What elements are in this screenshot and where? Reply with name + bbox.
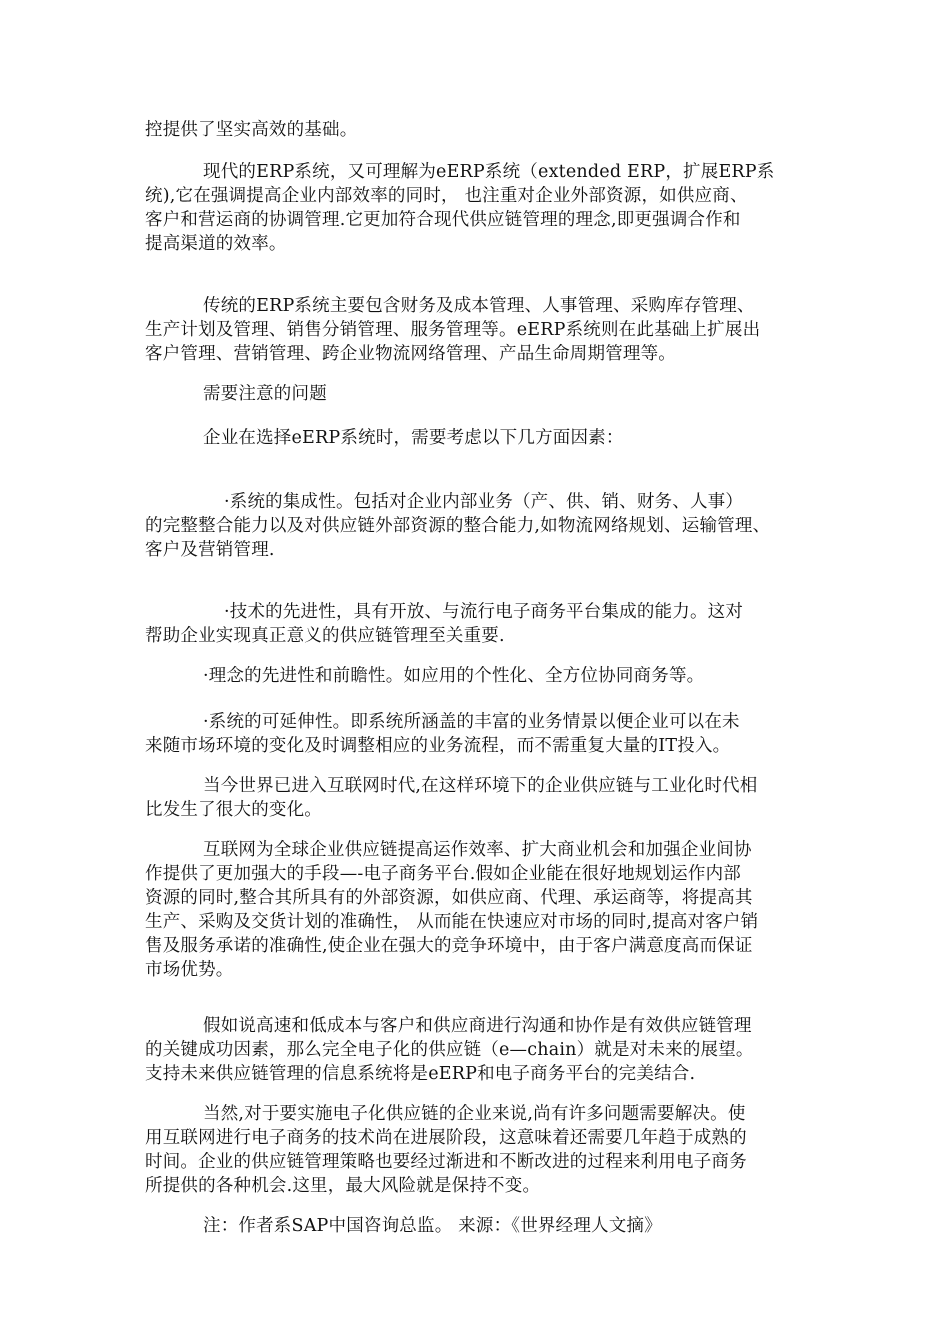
paragraph-first-line: 现代的ERP系统，又可理解为eERP系统（extended ERP，扩展ERP系 (203, 162, 775, 182)
text-line: 帮助企业实现真正意义的供应链管理至关重要. (145, 626, 505, 646)
text-line: 生产、采购及交货计划的准确性， 从而能在快速应对市场的同时,提高对客户销 (145, 912, 759, 932)
paragraph-first-line: 传统的ERP系统主要包含财务及成本管理、人事管理、采购库存管理、 (203, 296, 755, 316)
text-line: 统),它在强调提高企业内部效率的同时， 也注重对企业外部资源，如供应商、 (145, 186, 748, 206)
text-line: 比发生了很大的变化。 (145, 800, 322, 820)
bullet-item: ·系统的可延伸性。即系统所涵盖的丰富的业务情景以便企业可以在未 (203, 712, 740, 732)
bullet-item: ·技术的先进性，具有开放、与流行电子商务平台集成的能力。这对 (224, 602, 744, 622)
text-line: 控提供了坚实高效的基础。 (145, 120, 358, 140)
text-line: 资源的同时,整合其所具有的外部资源，如供应商、代理、承运商等，将提高其 (145, 888, 753, 908)
text-line: 的关键成功因素，那么完全电子化的供应链（e—chain）就是对未来的展望。 (145, 1040, 754, 1060)
paragraph-first-line: 企业在选择eERP系统时，需要考虑以下几方面因素： (203, 428, 624, 448)
text-line: 提高渠道的效率。 (145, 234, 287, 254)
text-line: 客户管理、营销管理、跨企业物流网络管理、产品生命周期管理等。 (145, 344, 676, 364)
text-line: 市场优势。 (145, 960, 234, 980)
author-note: 注：作者系SAP中国咨询总监。 来源：《世界经理人文摘》 (203, 1216, 662, 1236)
text-line: 的完整整合能力以及对供应链外部资源的整合能力,如物流网络规划、运输管理、 (145, 516, 771, 536)
text-line: 作提供了更加强大的手段—-电子商务平台.假如企业能在很好地规划运作内部 (145, 864, 741, 884)
text-line: 时间。企业的供应链管理策略也要经过渐进和不断改进的过程来利用电子商务 (145, 1152, 747, 1172)
section-heading: 需要注意的问题 (203, 384, 327, 404)
paragraph-first-line: 假如说高速和低成本与客户和供应商进行沟通和协作是有效供应链管理 (203, 1016, 752, 1036)
text-line: 客户及营销管理. (145, 540, 275, 560)
paragraph-first-line: 当今世界已进入互联网时代,在这样环境下的企业供应链与工业化时代相 (203, 776, 758, 796)
text-line: 生产计划及管理、销售分销管理、服务管理等。eERP系统则在此基础上扩展出 (145, 320, 761, 340)
paragraph-first-line: 互联网为全球企业供应链提高运作效率、扩大商业机会和加强企业间协 (203, 840, 752, 860)
paragraph-first-line: 当然,对于要实施电子化供应链的企业来说,尚有许多问题需要解决。使 (203, 1104, 746, 1124)
text-line: 支持未来供应链管理的信息系统将是eERP和电子商务平台的完美结合. (145, 1064, 696, 1084)
text-line: 客户和营运商的协调管理.它更加符合现代供应链管理的理念,即更强调合作和 (145, 210, 741, 230)
bullet-item: ·系统的集成性。包括对企业内部业务（产、供、销、财务、人事） (224, 492, 744, 512)
text-line: 来随市场环境的变化及时调整相应的业务流程，而不需重复大量的IT投入。 (145, 736, 731, 756)
bullet-item: ·理念的先进性和前瞻性。如应用的个性化、全方位协同商务等。 (203, 666, 705, 686)
text-line: 售及服务承诺的准确性,使企业在强大的竞争环境中，由于客户满意度高而保证 (145, 936, 753, 956)
text-line: 所提供的各种机会.这里，最大风险就是保持不变。 (145, 1176, 541, 1196)
text-line: 用互联网进行电子商务的技术尚在进展阶段，这意味着还需要几年趋于成熟的 (145, 1128, 747, 1148)
